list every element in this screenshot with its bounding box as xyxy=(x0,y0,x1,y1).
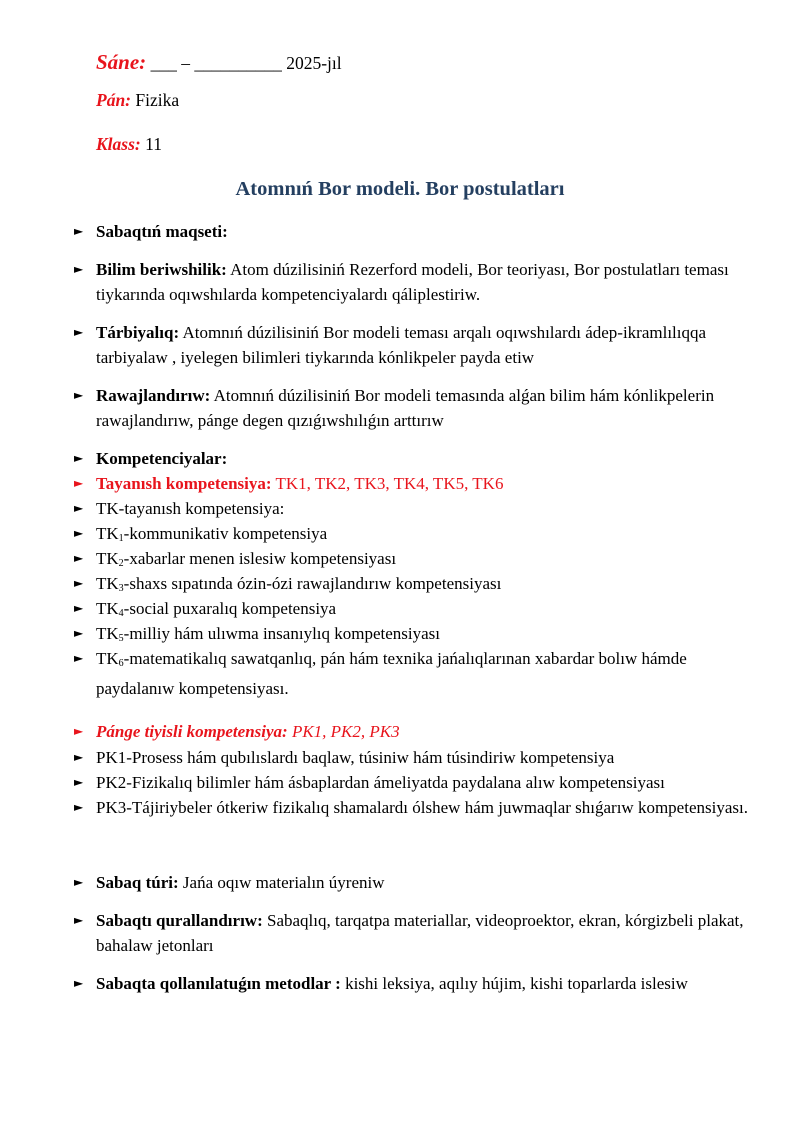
bullet-icon: ► xyxy=(74,601,84,615)
tk-text: -kommunikativ kompetensiya xyxy=(123,524,328,543)
lesson-type-value: Jańa oqıw materialın úyreniw xyxy=(182,873,385,892)
subject-competency-codes: PK1, PK2, PK3 xyxy=(291,722,400,741)
pk-item xyxy=(74,770,756,795)
bullet-icon: ► xyxy=(74,476,84,490)
bullet-icon: ► xyxy=(74,724,84,738)
tk-subscript: 2 xyxy=(118,558,124,569)
goal-education-label: Bilim beriwshilik: xyxy=(96,260,227,279)
basic-competency-item xyxy=(74,471,756,496)
goal-upbringing-text: Atomnıń dúzilisiniń Bor modeli teması arqalı oqıwshılardı ádep-ikramlılıqqa tarbiyalaw , iyelegen bilimleri tiykarında kónlikpeler payda etiw xyxy=(96,323,707,367)
lesson-equipment-label: Sabaqtı qurallandırıw: xyxy=(96,911,263,930)
tk-text: -social puxaralıq kompetensiya xyxy=(123,599,337,618)
tk-prefix: TK xyxy=(96,574,119,593)
bullet-icon: ► xyxy=(74,451,84,465)
pk-item xyxy=(74,745,756,770)
date-label: Sáne: xyxy=(96,50,147,74)
bullet-icon: ► xyxy=(74,875,84,889)
class-line xyxy=(96,134,162,155)
bullet-icon: ► xyxy=(74,501,84,515)
lesson-type-item xyxy=(74,870,756,895)
bullet-icon: ► xyxy=(74,913,84,927)
bullet-icon: ► xyxy=(74,750,84,764)
lesson-equipment-value: Sabaqlıq, tarqatpa materiallar, videoproektor, ekran, kórgizbeli plakat, bahalaw jetonları xyxy=(96,911,744,955)
bullet-icon: ► xyxy=(74,576,84,590)
tk-prefix: TK xyxy=(96,599,119,618)
goals-heading-item xyxy=(74,219,756,244)
pk-text: PK3-Tájiriybeler ótkeriw fizikalıq shamalardı ólshew hám juwmaqlar shıǵarıw kompetensiyası. xyxy=(96,798,748,817)
lesson-methods-label: Sabaqta qollanılatuǵın metodlar : xyxy=(96,974,341,993)
date-line xyxy=(96,50,342,75)
goal-education-text: Atom dúzilisiniń Rezerford modeli, Bor teoriyası, Bor postulatları teması tiykarında oqıwshılarda kompetenciyalardı qáliplestiriw. xyxy=(96,260,729,304)
tk-text: -matematikalıq sawatqanlıq, pán hám texnika jańalıqlarınan xabardar bolıw hámde paydalanıw kompetensiyası. xyxy=(96,649,687,698)
bullet-icon: ► xyxy=(74,262,84,276)
tk-intro: TK-tayanısh kompetensiya: xyxy=(96,499,285,518)
bullet-icon: ► xyxy=(74,526,84,540)
goal-development-text: Atomnıń dúzilisiniń Bor modeli temasında alǵan bilim hám kónlikpelerin rawajlandırıw, pánge degen qızıǵıwshılıǵın arttırıw xyxy=(96,386,715,430)
page-title: Atomnıń Bor modeli. Bor postulatları xyxy=(235,178,565,200)
tk-text: -xabarlar menen islesiw kompetensiyası xyxy=(123,549,397,568)
goals-heading: Sabaqtıń maqseti: xyxy=(96,222,228,241)
bullet-icon: ► xyxy=(74,800,84,814)
pk-item xyxy=(74,795,756,820)
competencies-heading: Kompetenciyalar: xyxy=(96,449,228,468)
tk-prefix: TK xyxy=(96,624,119,643)
tk-prefix: TK xyxy=(96,549,119,568)
bullet-icon: ► xyxy=(74,388,84,402)
subject-value: Fizika xyxy=(135,90,180,110)
class-value: 11 xyxy=(145,134,162,154)
class-label: Klass: xyxy=(96,134,141,154)
goal-upbringing-item xyxy=(74,320,756,370)
tk-item xyxy=(74,646,756,701)
competencies-heading-item xyxy=(74,446,756,471)
tk-text: -shaxs sıpatında ózin-ózi rawajlandırıw kompetensiyası xyxy=(123,574,502,593)
tk-subscript: 3 xyxy=(118,583,124,594)
basic-competency-codes: TK1, TK2, TK3, TK4, TK5, TK6 xyxy=(275,474,504,493)
tk-subscript: 5 xyxy=(118,633,124,644)
bullet-icon: ► xyxy=(74,775,84,789)
goal-development-item xyxy=(74,383,756,433)
tk-intro-item xyxy=(74,496,756,521)
subject-competency-label: Pánge tiyisli kompetensiya: xyxy=(96,722,288,741)
bullet-icon: ► xyxy=(74,551,84,565)
tk-subscript: 1 xyxy=(118,533,124,544)
bullet-icon: ► xyxy=(74,224,84,238)
lesson-type-label: Sabaq túri: xyxy=(96,873,179,892)
lesson-methods-value: kishi leksiya, aqılıy hújim, kishi toparlarda islesiw xyxy=(345,974,688,993)
date-value: ___ – __________ 2025-jıl xyxy=(150,53,342,73)
tk-subscript: 6 xyxy=(118,658,124,669)
bullet-icon: ► xyxy=(74,626,84,640)
pk-text: PK2-Fizikalıq bilimler hám ásbaplardan ámeliyatda paydalana alıw kompetensiyası xyxy=(96,773,665,792)
goal-development-label: Rawajlandırıw: xyxy=(96,386,211,405)
bullet-icon: ► xyxy=(74,976,84,990)
bullet-icon: ► xyxy=(74,325,84,339)
subject-line xyxy=(96,90,179,111)
tk-subscript: 4 xyxy=(118,608,124,619)
tk-prefix: TK xyxy=(96,524,119,543)
lesson-equipment-item xyxy=(74,908,756,958)
lesson-methods-item xyxy=(74,971,756,996)
pk-text: PK1-Prosess hám qubılıslardı baqlaw, túsiniw hám túsindiriw kompetensiya xyxy=(96,748,615,767)
subject-competency-item xyxy=(74,719,756,744)
tk-prefix: TK xyxy=(96,649,119,668)
goal-upbringing-label: Tárbiyalıq: xyxy=(96,323,180,342)
tk-text: -milliy hám ulıwma insanıylıq kompetensiyası xyxy=(123,624,441,643)
subject-label: Pán: xyxy=(96,90,131,110)
goal-education-item xyxy=(74,257,756,307)
bullet-icon: ► xyxy=(74,651,84,665)
basic-competency-label: Tayanısh kompetensiya: xyxy=(96,474,272,493)
